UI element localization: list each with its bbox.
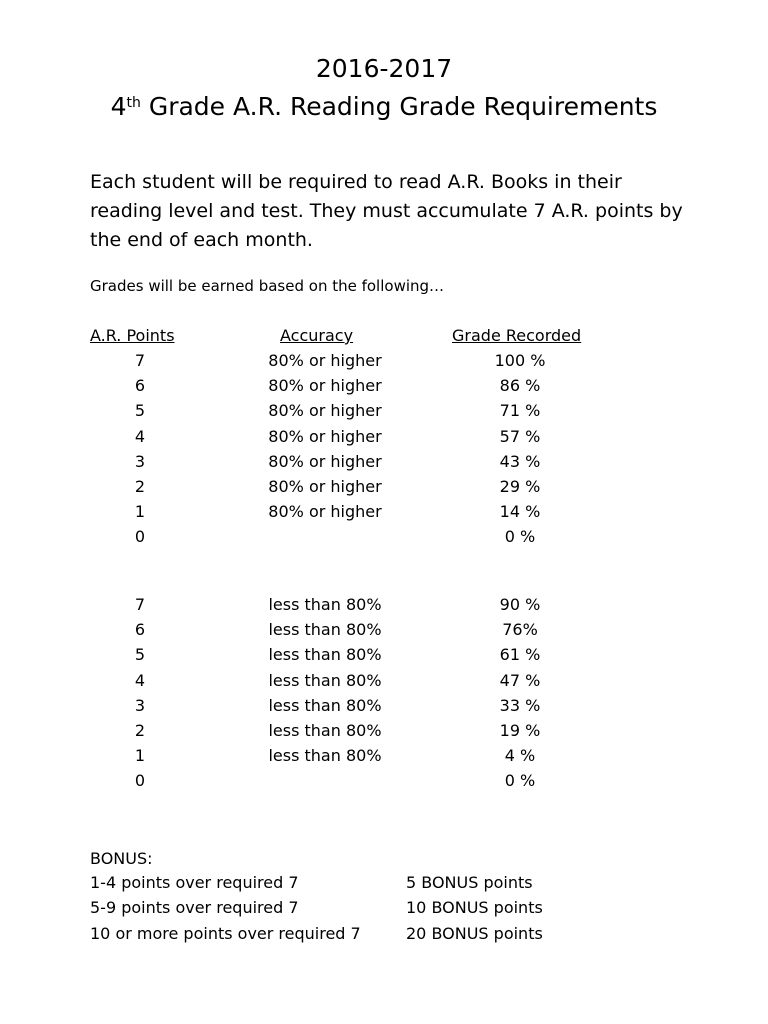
accuracy-cell: 80% or higher: [268, 477, 382, 496]
points-cell: 2: [134, 477, 146, 496]
points-cell: 6: [134, 376, 146, 396]
accuracy-cell: less than 80%: [268, 620, 382, 640]
bonus-points: 5 BONUS points: [406, 873, 533, 892]
points-cell: 3: [134, 451, 146, 471]
accuracy-cell: less than 80%: [268, 721, 382, 740]
table-row: [0, 592, 768, 617]
grades-note: Grades will be earned based on the following…: [90, 277, 445, 295]
table-row: [0, 373, 768, 398]
points-cell: 1: [134, 746, 146, 766]
points-cell: 7: [134, 351, 146, 370]
column-header-points: A.R. Points: [90, 326, 175, 345]
table-row: [0, 499, 768, 524]
points-cell: 7: [134, 595, 146, 614]
page-title: [0, 92, 768, 122]
accuracy-cell: 80% or higher: [268, 451, 382, 471]
bonus-requirement: 1-4 points over required 7: [90, 873, 299, 892]
intro-line: reading level and test. They must accumulate 7 A.R. points by: [90, 200, 683, 222]
accuracy-cell: less than 80%: [268, 746, 382, 766]
grade-cell: 86 %: [499, 376, 541, 396]
grade-cell: 57 %: [499, 426, 541, 446]
grade-cell: 14 %: [499, 502, 541, 522]
grade-cell: 100 %: [494, 351, 546, 370]
intro-paragraph: [90, 168, 690, 255]
bonus-points: 20 BONUS points: [406, 923, 543, 943]
table-row: [0, 668, 768, 693]
accuracy-cell: 80% or higher: [268, 426, 382, 446]
accuracy-cell: less than 80%: [268, 695, 382, 715]
grade-number: 4: [110, 92, 127, 121]
column-header-accuracy: Accuracy: [280, 326, 354, 345]
points-cell: 4: [134, 426, 146, 446]
bonus-row: [0, 921, 768, 946]
bonus-requirement: 5-9 points over required 7: [90, 898, 299, 918]
grade-cell: 29 %: [499, 477, 541, 496]
table-row: [0, 348, 768, 373]
grade-suffix: th: [126, 95, 141, 111]
table-row: [0, 642, 768, 667]
points-cell: 2: [134, 721, 146, 740]
accuracy-cell: 80% or higher: [268, 376, 382, 396]
points-cell: 5: [134, 401, 146, 421]
column-header-grade: Grade Recorded: [452, 326, 582, 345]
grade-cell: 43 %: [499, 451, 541, 471]
table-row: [0, 474, 768, 499]
points-cell: 0: [134, 527, 146, 547]
grade-cell: 90 %: [499, 595, 541, 614]
table-row: [0, 743, 768, 768]
table-row: [0, 424, 768, 449]
table-row: [0, 718, 768, 743]
table-row: [0, 524, 768, 549]
accuracy-cell: less than 80%: [268, 645, 382, 665]
page-year: 2016-2017: [315, 54, 453, 83]
grade-cell: 0 %: [504, 771, 536, 791]
accuracy-cell: less than 80%: [268, 670, 382, 690]
points-cell: 5: [134, 645, 146, 665]
accuracy-cell: less than 80%: [268, 595, 382, 614]
bonus-requirement: 10 or more points over required 7: [90, 923, 361, 943]
accuracy-cell: 80% or higher: [268, 351, 382, 370]
grade-cell: 61 %: [499, 645, 541, 665]
title-text: Grade A.R. Reading Grade Requirements: [140, 92, 658, 121]
points-cell: 0: [134, 771, 146, 791]
table-row: [0, 398, 768, 423]
grade-cell: 47 %: [499, 670, 541, 690]
grade-cell: 76%: [502, 620, 538, 640]
bonus-title: BONUS:: [90, 849, 153, 868]
points-cell: 4: [134, 670, 146, 690]
grade-cell: 4 %: [504, 746, 536, 766]
bonus-points: 10 BONUS points: [406, 898, 543, 918]
points-cell: 1: [134, 502, 146, 522]
grade-cell: 19 %: [499, 721, 541, 740]
grade-cell: 33 %: [499, 695, 541, 715]
table-row: [0, 617, 768, 642]
table-row: [0, 693, 768, 718]
bonus-row: [0, 895, 768, 920]
grade-cell: 71 %: [499, 401, 541, 421]
points-cell: 6: [134, 620, 146, 640]
intro-line: Each student will be required to read A.R. Books in their: [90, 171, 622, 193]
grade-cell: 0 %: [504, 527, 536, 547]
points-cell: 3: [134, 695, 146, 715]
table-row: [0, 768, 768, 793]
intro-line: the end of each month.: [90, 229, 313, 251]
bonus-row: [0, 870, 768, 895]
table-row: [0, 449, 768, 474]
accuracy-cell: 80% or higher: [268, 401, 382, 421]
accuracy-cell: 80% or higher: [268, 502, 382, 522]
